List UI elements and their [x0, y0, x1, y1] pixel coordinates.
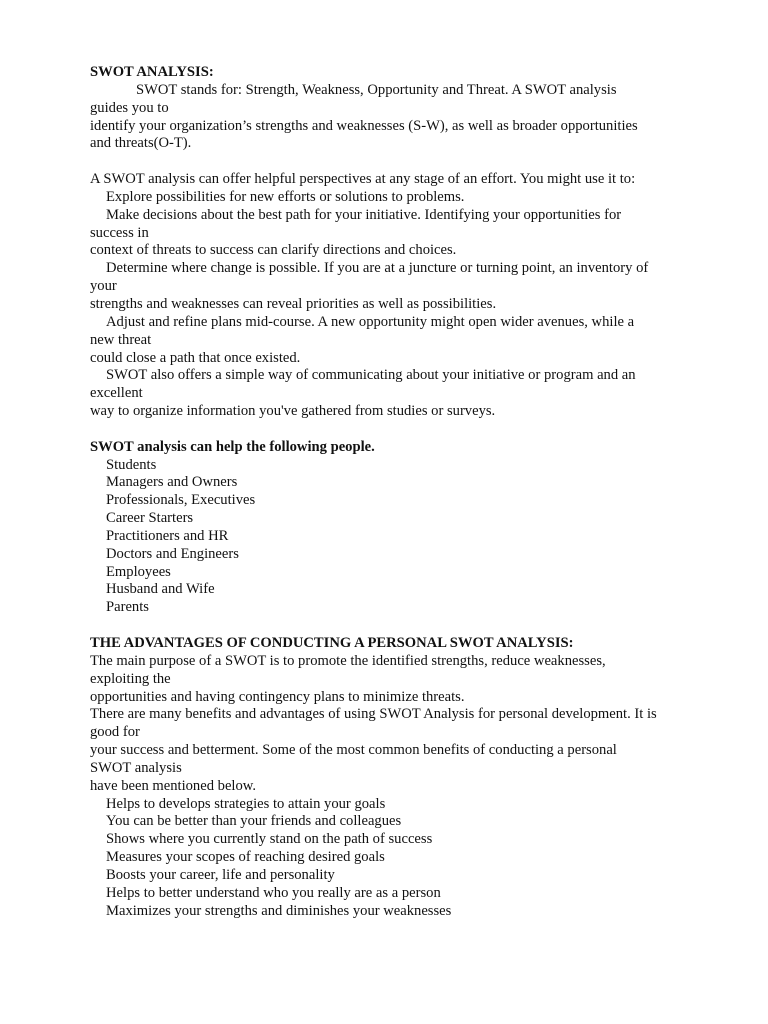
uses-item: SWOT also offers a simple way of communicating about your initiative or program and an [106, 367, 636, 384]
swot-intro-line: identify your organization’s strengths and weaknesses (S-W), as well as broader opportunities [90, 117, 638, 134]
advantages-item: Shows where you currently stand on the path of success [106, 831, 433, 848]
advantages-heading: THE ADVANTAGES OF CONDUCTING A PERSONAL SWOT ANALYSIS: [90, 635, 574, 651]
swot-intro-line: SWOT stands for: Strength, Weakness, Opportunity and Threat. A SWOT analysis [136, 81, 617, 98]
people-item: Husband and Wife [106, 581, 215, 598]
people-item: Parents [106, 599, 149, 616]
people-item: Managers and Owners [106, 474, 238, 491]
uses-item: Make decisions about the best path for your initiative. Identifying your opportunities for [106, 206, 622, 223]
advantages-item: Boosts your career, life and personality [106, 866, 335, 883]
advantages-para-line: your success and betterment. Some of the most common benefits of conducting a personal [90, 742, 617, 759]
paragraph-gap [90, 617, 690, 635]
uses-item-continuation: strengths and weaknesses can reveal priorities as well as possibilities. [90, 295, 497, 312]
uses-item-continuation: excellent [90, 385, 143, 402]
uses-item-continuation: new threat [90, 331, 152, 348]
people-item: Students [106, 456, 157, 473]
advantages-para-line: have been mentioned below. [90, 777, 257, 794]
uses-item-continuation: way to organize information you've gathered from studies or surveys. [90, 403, 496, 420]
document-body [90, 64, 690, 921]
uses-item-continuation: could close a path that once existed. [90, 349, 301, 366]
people-item: Employees [106, 563, 171, 580]
people-item: Professionals, Executives [106, 492, 256, 509]
advantages-para-line: There are many benefits and advantages of using SWOT Analysis for personal development. It is [90, 706, 657, 723]
swot-heading: SWOT ANALYSIS: [90, 64, 214, 80]
uses-lead: A SWOT analysis can offer helpful perspectives at any stage of an effort. You might use it to: [90, 171, 636, 188]
advantages-item: Maximizes your strengths and diminishes your weaknesses [106, 902, 452, 919]
uses-item: Adjust and refine plans mid-course. A new opportunity might open wider avenues, while a [106, 313, 635, 330]
uses-item: Explore possibilities for new efforts or solutions to problems. [106, 188, 465, 205]
advantages-para-line: SWOT analysis [90, 759, 182, 776]
paragraph-gap [90, 153, 690, 171]
advantages-para-line: exploiting the [90, 670, 171, 687]
swot-intro-line: guides you to [90, 99, 169, 116]
advantages-item: You can be better than your friends and colleagues [106, 813, 402, 830]
advantages-para-line: good for [90, 724, 140, 741]
uses-item-continuation: context of threats to success can clarify directions and choices. [90, 242, 457, 259]
people-item: Career Starters [106, 510, 194, 527]
advantages-item: Helps to better understand who you really are as a person [106, 884, 441, 901]
people-heading: SWOT analysis can help the following people. [90, 438, 375, 455]
uses-item: Determine where change is possible. If you are at a juncture or turning point, an inventory of [106, 260, 649, 277]
advantages-para-line: The main purpose of a SWOT is to promote the identified strengths, reduce weaknesses, [90, 652, 606, 669]
advantages-item: Helps to develops strategies to attain your goals [106, 795, 386, 812]
advantages-para-line: opportunities and having contingency plans to minimize threats. [90, 688, 465, 705]
people-item: Doctors and Engineers [106, 545, 239, 562]
uses-item-continuation: your [90, 278, 117, 295]
swot-intro-line: and threats(O-T). [90, 135, 192, 152]
people-item: Practitioners and HR [106, 527, 229, 544]
uses-item-continuation: success in [90, 224, 149, 241]
advantages-item: Measures your scopes of reaching desired goals [106, 849, 385, 866]
paragraph-gap [90, 421, 690, 439]
